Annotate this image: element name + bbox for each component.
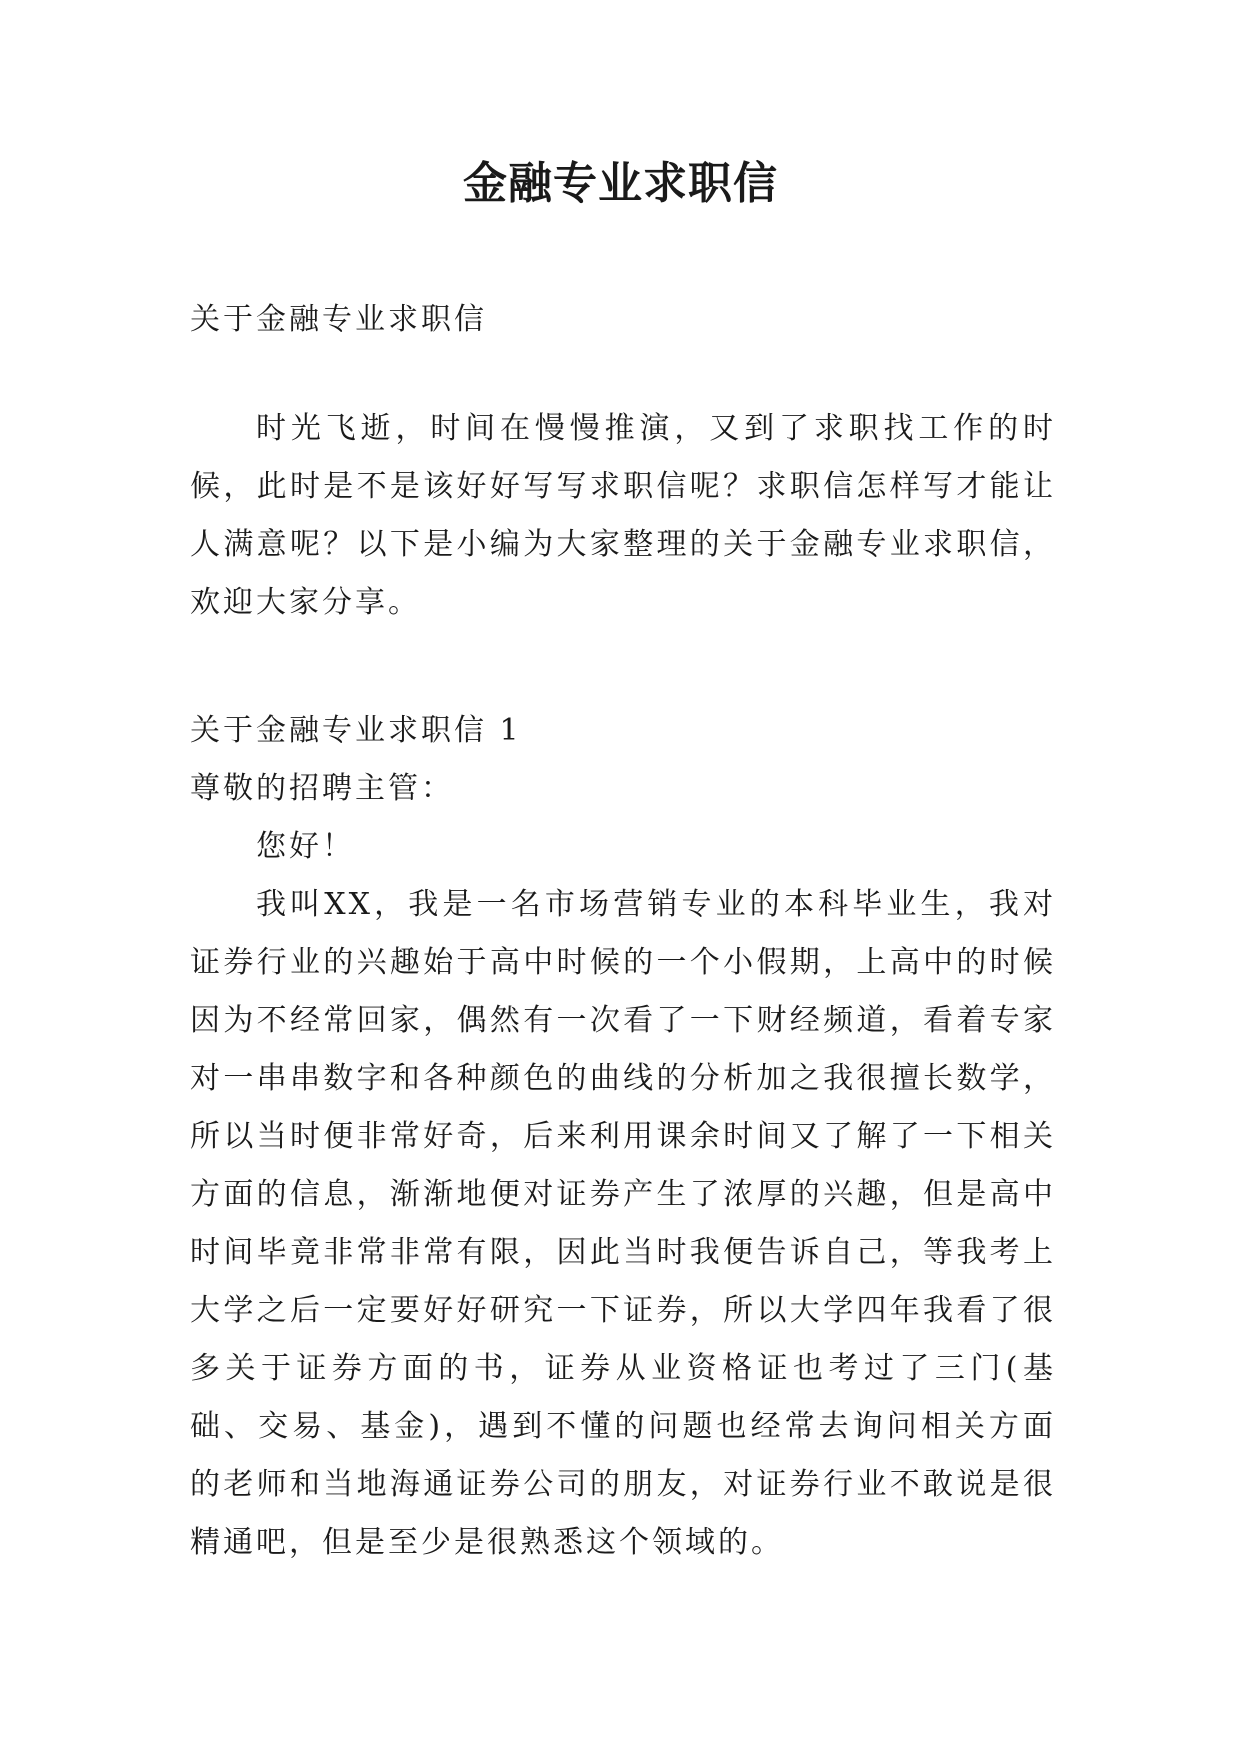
letter-salutation: 尊敬的招聘主管：	[190, 771, 454, 806]
section-heading: 关于金融专业求职信 1	[190, 713, 522, 748]
document-subtitle: 关于金融专业求职信	[190, 302, 487, 337]
body-paragraph: 我叫XX，我是一名市场营销专业的本科毕业生，我对证券行业的兴趣始于高中时候的一个小假期，上高中的时候因为不经常回家，偶然有一次看了一下财经频道，看着专家对一串串数字和各种颜色的曲线的分析加之我很擅长数学，所以当时便非常好奇，后来利用课余时间又了解了一下相关方面的信息，渐渐地便对证券产生了浓厚的兴趣，但是高中时间毕竟非常非常有限，因此当时我便告诉自己，等我考上大学之后一定要好好研究一下证券，所以大学四年我看了很多关于证券方面的书，证券从业资格证也考过了三门(基础、交易、基金)，遇到不懂的问题也经常去询问相关方面的老师和当地海通证券公司的朋友，对证券行业不敢说是很精通吧，但是至少是很熟悉这个领域的。	[190, 887, 1056, 1560]
intro-paragraph: 时光飞逝，时间在慢慢推演，又到了求职找工作的时候，此时是不是该好好写写求职信呢？求职信怎样写才能让人满意呢？以下是小编为大家整理的关于金融专业求职信，欢迎大家分享。	[190, 411, 1056, 620]
letter-greeting: 您好！	[256, 829, 355, 864]
document-title: 金融专业求职信	[463, 158, 778, 209]
